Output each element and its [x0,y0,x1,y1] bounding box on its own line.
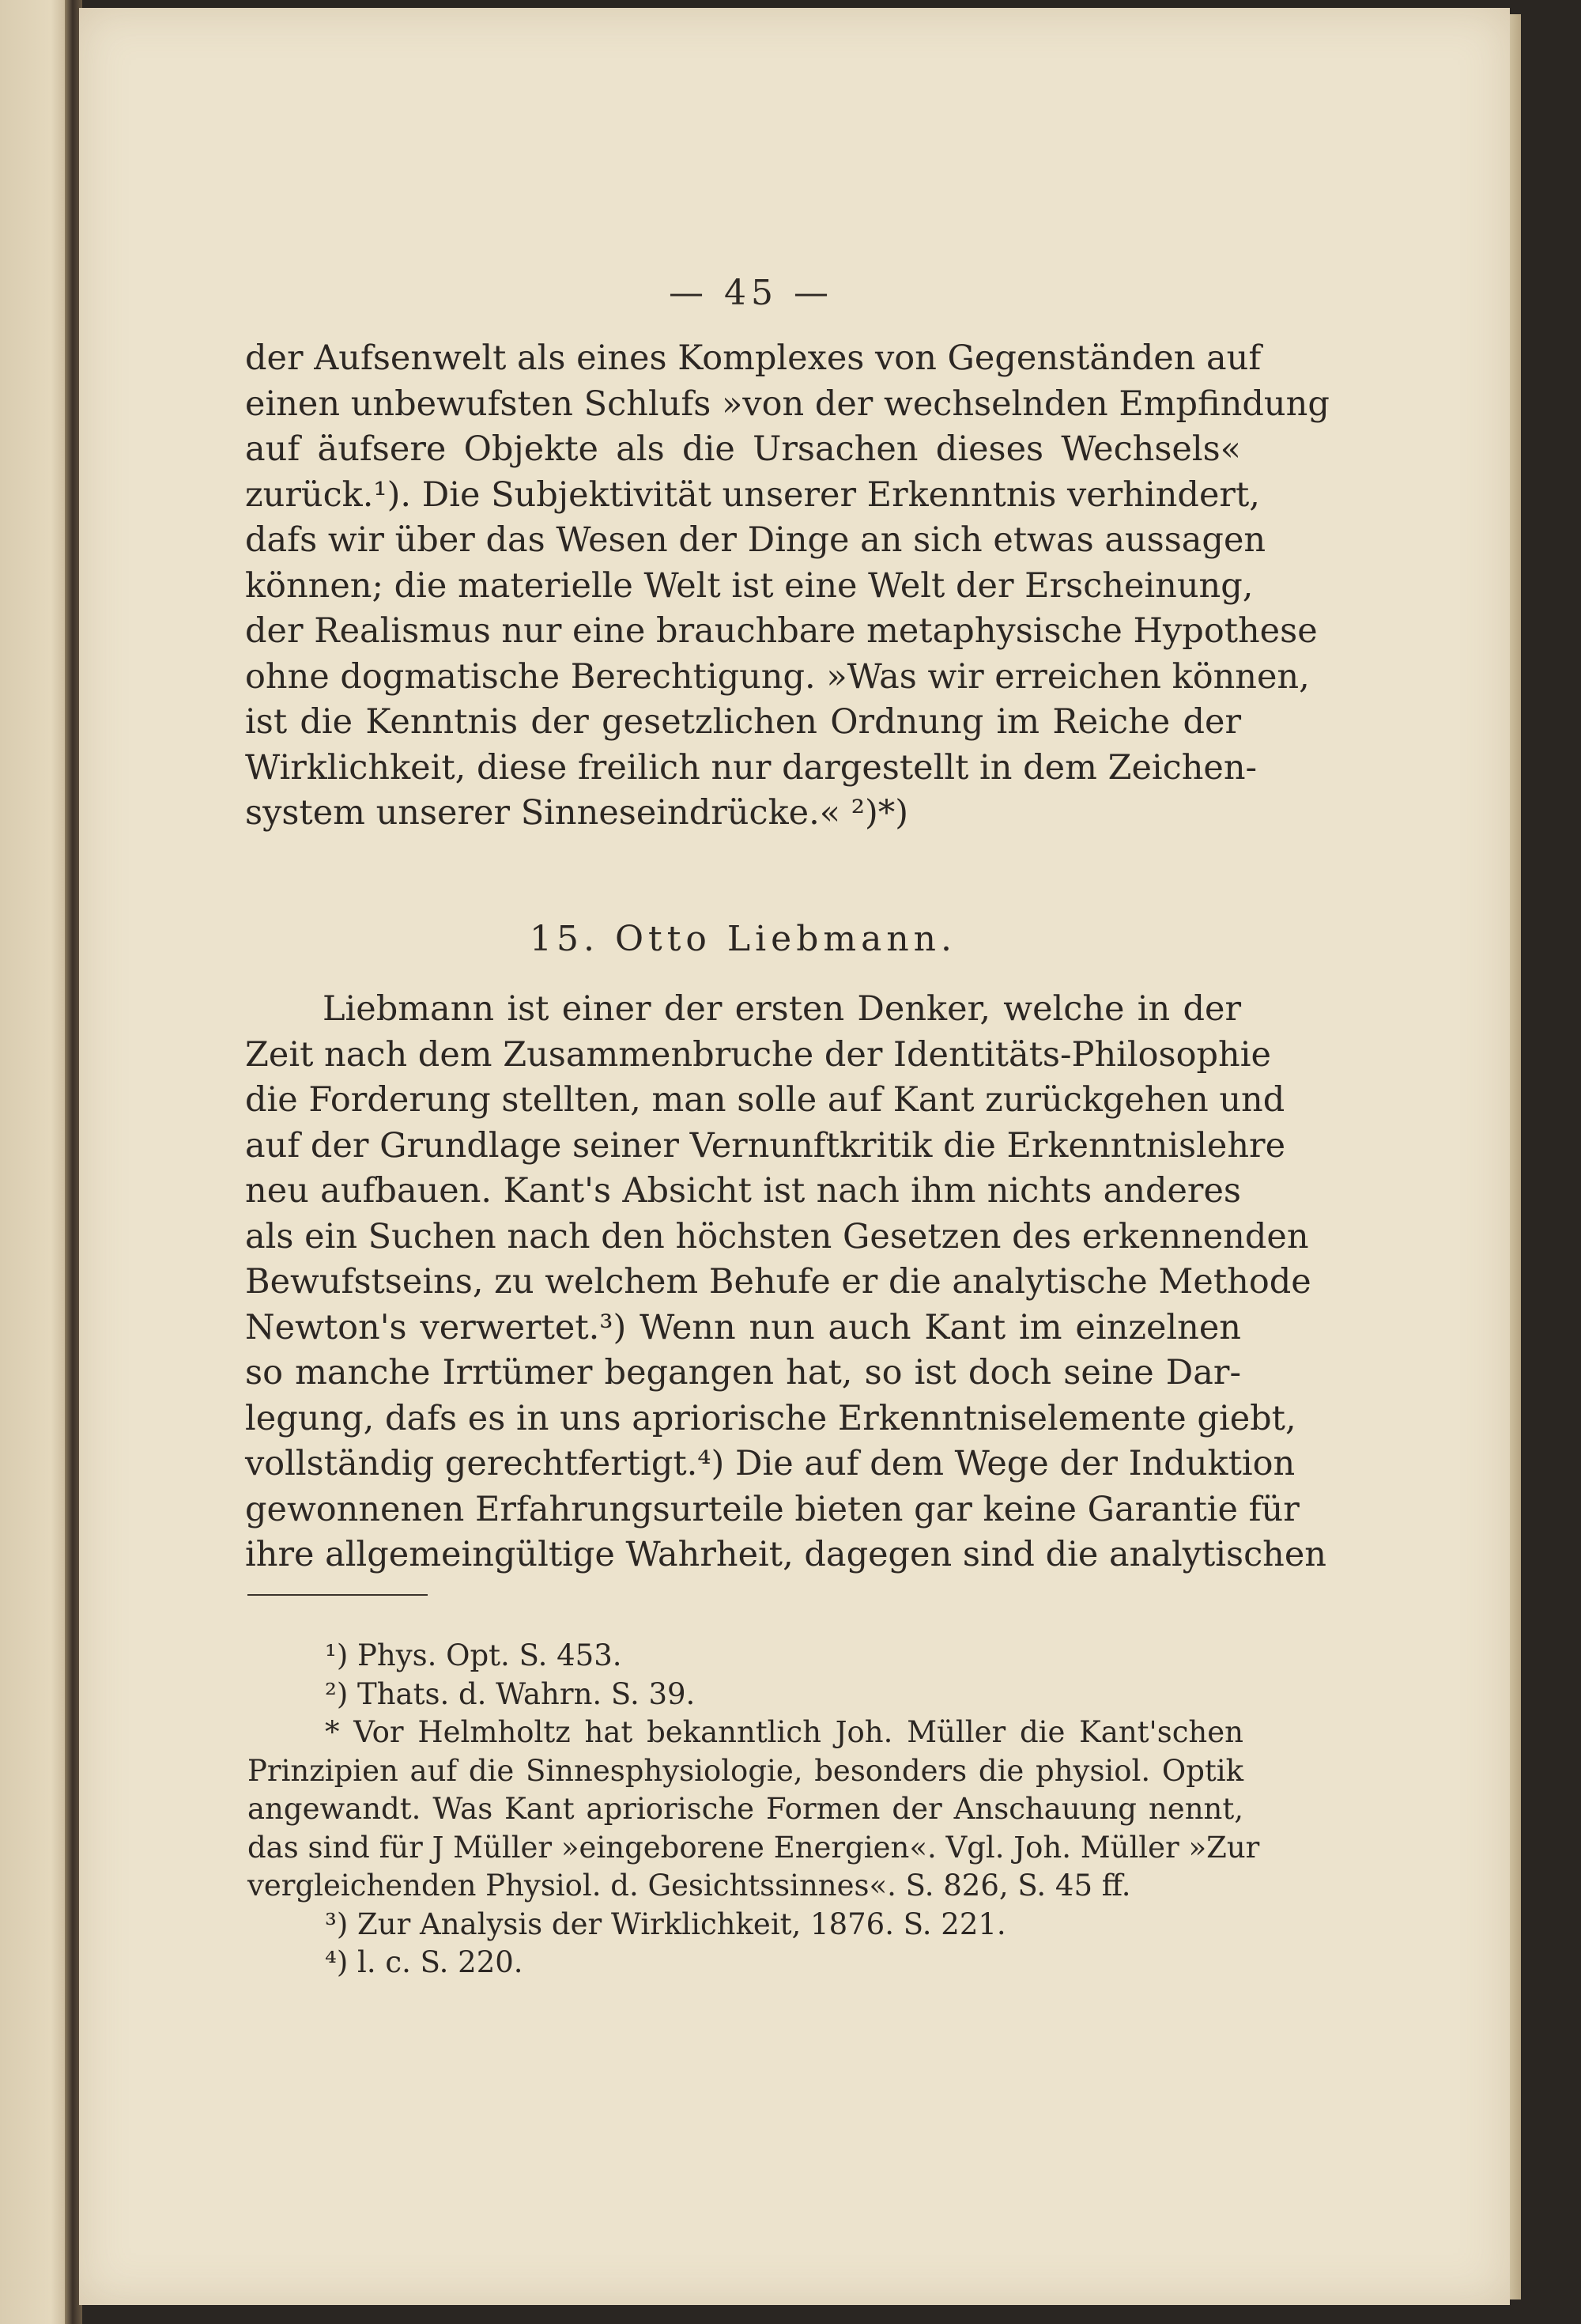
left-page-edge [0,0,73,2324]
text-line: vollständig gerechtfertigt.⁴) Die auf dem Wege der Induktion [245,1444,1296,1483]
text-line: Newton's verwertet.³) Wenn nun auch Kant im einzelnen [245,1307,1241,1347]
footnote-star-line: das sind für J Müller »eingeborene Energien«. Vgl. Joh. Müller »Zur [247,1830,1260,1865]
text-line: auf der Grundlage seiner Vernunftkritik die Erkenntnislehre [245,1125,1286,1166]
text-line: system unserer Sinneseindrücke.« ²)*) [245,793,909,833]
footnote-rule [247,1594,428,1596]
footnote-1: ¹) Phys. Opt. S. 453. [325,1638,622,1672]
text-line: zurück.¹). Die Subjektivität unserer Erkenntnis verhindert, [245,474,1260,515]
footnotes [247,1637,1260,1982]
footnote-star-line: * Vor Helmholtz hat bekanntlich Joh. Müller die Kant'schen [325,1715,1243,1749]
text-line: legung, dafs es in uns apriorische Erkenntniselemente giebt, [245,1398,1296,1438]
text-line: als ein Suchen nach den höchsten Gesetzen des erkennenden [245,1216,1309,1256]
text-line: Liebmann ist einer der ersten Denker, welche in der [323,989,1241,1029]
text-line: ihre allgemeingültige Wahrheit, dagegen sind die analytischen [245,1535,1327,1574]
page-fore-edge [1510,14,1521,2299]
paragraph-1 [245,336,1330,837]
text-line: Bewufstseins, zu welchem Behufe er die analytische Methode [245,1262,1311,1302]
text-line: neu aufbauen. Kant's Absicht ist nach ihm nichts anderes [245,1171,1241,1211]
footnote-4: ⁴) l. c. S. 220. [325,1945,523,1979]
text-line: dafs wir über das Wesen der Dinge an sich etwas aussagen [245,520,1266,560]
text-line: der Aufsenwelt als eines Komplexes von Gegenständen auf [245,338,1262,378]
section-heading: 15. Otto Liebmann. [530,919,957,959]
text-line: ist die Kenntnis der gesetzlichen Ordnung im Reiche der [245,702,1241,742]
text-line: der Realismus nur eine brauchbare metaphysische Hypothese [245,611,1318,651]
text-line: einen unbewufsten Schlufs »von der wechselnden Empfindung [245,384,1330,424]
text-line: Wirklichkeit, diese freilich nur dargestellt in dem Zeichen- [245,747,1258,788]
footnote-3: ³) Zur Analysis der Wirklichkeit, 1876. S. 221. [325,1906,1006,1941]
text-line: Zeit nach dem Zusammenbruche der Identitäts-Philosophie [245,1034,1271,1075]
footnote-star-line: Prinzipien auf die Sinnesphysiologie, besonders die physiol. Optik [247,1753,1243,1788]
footnote-2: ²) Thats. d. Wahrn. S. 39. [325,1676,696,1711]
text-line: auf äufsere Objekte als die Ursachen dieses Wechsels« [245,429,1241,469]
footnote-star-line: angewandt. Was Kant apriorische Formen der Anschauung nennt, [247,1792,1243,1826]
page-number: — 45 — [669,273,833,313]
footnote-star-line: vergleichenden Physiol. d. Gesichtssinnes«. S. 826, S. 45 ff. [247,1869,1131,1903]
text-line: können; die materielle Welt ist eine Welt der Erscheinung, [245,565,1254,606]
text-line: ohne dogmatische Berechtigung. »Was wir erreichen können, [245,656,1310,697]
text-line: die Forderung stellten, man solle auf Kant zurückgehen und [245,1080,1285,1120]
text-line: so manche Irrtümer begangen hat, so ist doch seine Dar- [245,1353,1241,1393]
paragraph-2 [245,987,1327,1578]
text-line: gewonnenen Erfahrungsurteile bieten gar keine Garantie für [245,1489,1300,1529]
